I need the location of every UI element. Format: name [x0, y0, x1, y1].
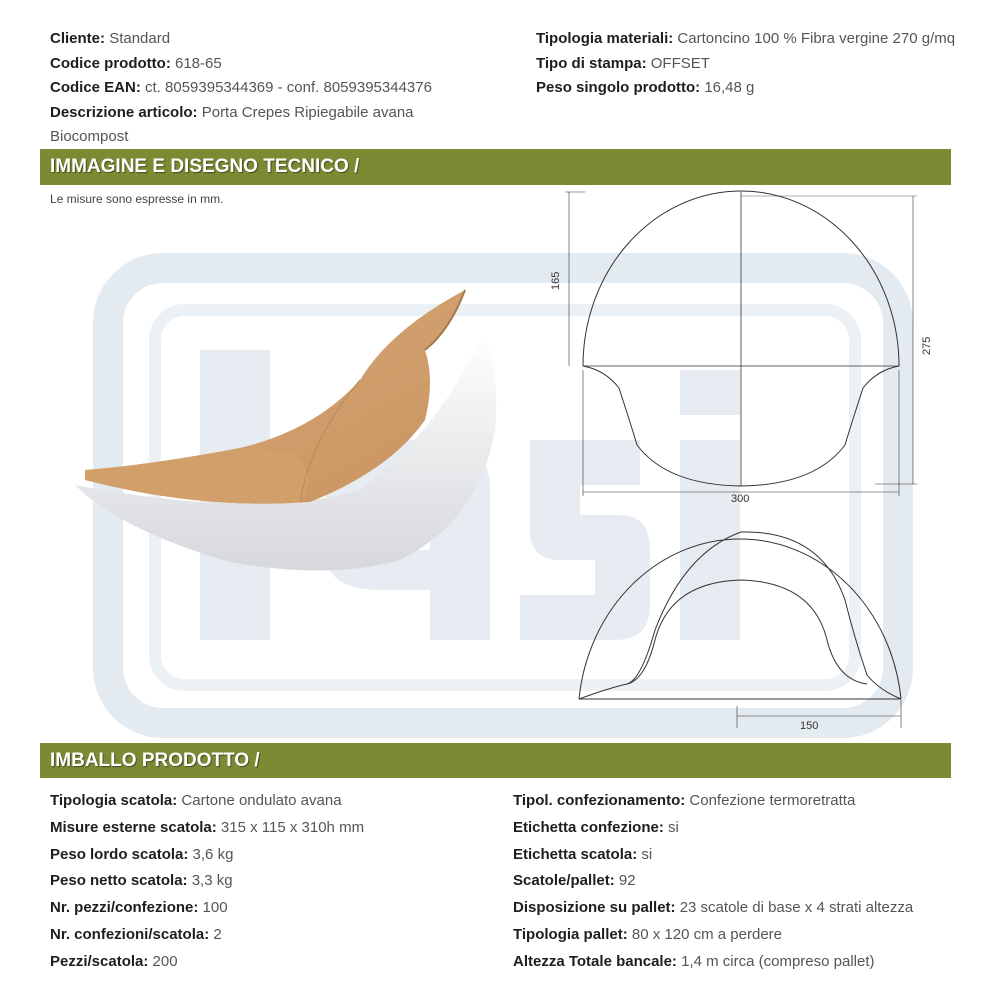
pack-altezza-bancale: Altezza Totale bancale: 1,4 m circa (compreso pallet)	[513, 952, 875, 970]
pack-confezioni-scatola: Nr. confezioni/scatola: 2	[50, 925, 222, 943]
dim-height-top: 165	[550, 271, 562, 290]
info-tipo-stampa: Tipo di stampa: OFFSET	[536, 54, 710, 72]
pack-misure-esterne: Misure esterne scatola: 315 x 115 x 310h mm	[50, 818, 365, 836]
section-title-packaging: IMBALLO PRODOTTO /	[50, 749, 260, 771]
pack-tipologia-pallet: Tipologia pallet: 80 x 120 cm a perdere	[513, 925, 782, 943]
info-peso-singolo: Peso singolo prodotto: 16,48 g	[536, 79, 755, 96]
pack-peso-netto: Peso netto scatola: 3,3 kg	[50, 872, 233, 890]
info-codice-prodotto: Codice prodotto: 618-65	[50, 54, 222, 72]
pack-tipologia-scatola: Tipologia scatola: Cartone ondulato avana	[50, 792, 342, 809]
dim-height-total: 275	[921, 336, 933, 355]
product-info-left	[50, 27, 520, 150]
info-codice-ean: Codice EAN: ct. 8059395344369 - conf. 8059395344376	[50, 79, 432, 96]
pack-pezzi-scatola: Pezzi/scatola: 200	[50, 952, 178, 970]
pack-etichetta-scatola: Etichetta scatola: si	[513, 845, 653, 863]
section-header-packaging	[40, 743, 951, 778]
dim-width: 300	[731, 493, 750, 505]
pack-tipol-confezionamento: Tipol. confezionamento: Confezione termoretratta	[513, 792, 856, 809]
technical-drawing	[545, 180, 965, 740]
pack-pezzi-confezione: Nr. pezzi/confezione: 100	[50, 899, 228, 917]
section-title-image: IMMAGINE E DISEGNO TECNICO /	[50, 156, 360, 177]
packaging-info-right	[513, 788, 983, 976]
packaging-info-left	[50, 788, 500, 976]
crepe-holder-product-photo	[60, 270, 520, 590]
pack-disposizione-pallet: Disposizione su pallet: 23 scatole di base x 4 strati altezza	[513, 899, 914, 917]
pack-scatole-pallet: Scatole/pallet: 92	[513, 872, 636, 890]
info-tipologia-materiali: Tipologia materiali: Cartoncino 100 % Fibra vergine 270 g/mq	[536, 30, 956, 47]
measurement-note: Le misure sono espresse in mm.	[50, 192, 224, 206]
dim-folded-half: 150	[800, 720, 819, 732]
pack-etichetta-confezione: Etichetta confezione: si	[513, 818, 679, 836]
pack-peso-lordo: Peso lordo scatola: 3,6 kg	[50, 845, 234, 863]
info-cliente: Cliente: Standard	[50, 30, 171, 47]
product-info-right	[536, 27, 966, 101]
info-descrizione: Descrizione articolo: Porta Crepes Ripiegabile avana Biocompost	[50, 103, 414, 145]
